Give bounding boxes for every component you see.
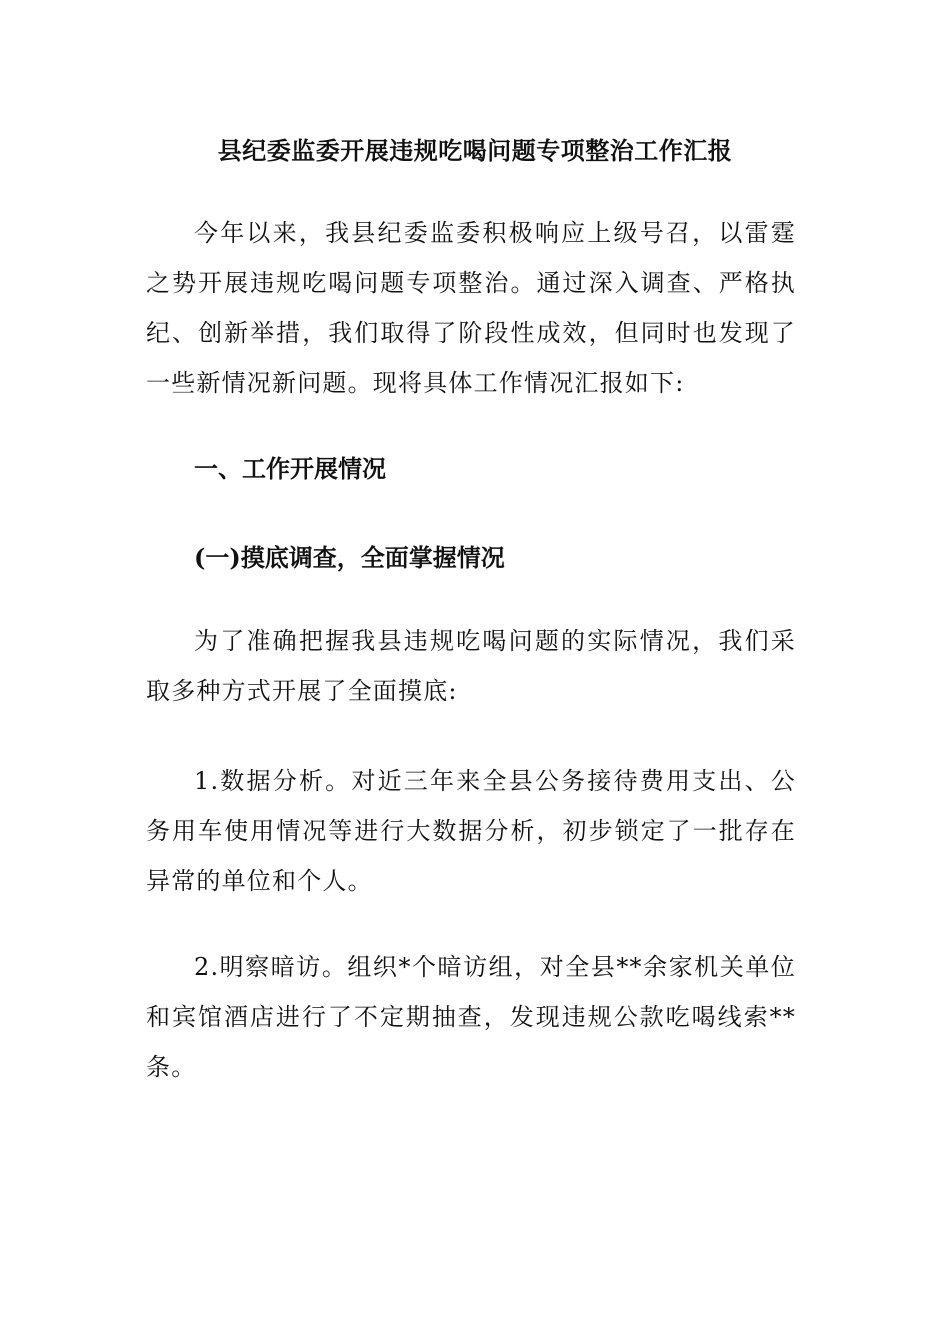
- list-item-undercover-visits: 2.明察暗访。组织*个暗访组，对全县**余家机关单位和宾馆酒店进行了不定期抽查，发现违规公款吃喝线索**条。: [146, 953, 796, 1081]
- list-item-data-analysis: 1.数据分析。对近三年来全县公务接待费用支出、公务用车使用情况等进行大数据分析，初步锁定了一批存在异常的单位和个人。: [146, 767, 796, 895]
- intro-paragraph: 今年以来，我县纪委监委积极响应上级号召，以雷霆之势开展违规吃喝问题专项整治。通过深入调查、严格执纪、创新举措，我们取得了阶段性成效，但同时也发现了一些新情况新问题。现将具体工作情况汇报如下:: [146, 219, 796, 397]
- section-heading: 一、工作开展情况: [194, 454, 386, 483]
- subsection-heading: (一)摸底调查，全面掌握情况: [194, 543, 505, 572]
- document-title: 县纪委监委开展违规吃喝问题专项整治工作汇报: [217, 136, 733, 165]
- subsection-intro-paragraph: 为了准确把握我县违规吃喝问题的实际情况，我们采取多种方式开展了全面摸底:: [146, 627, 796, 705]
